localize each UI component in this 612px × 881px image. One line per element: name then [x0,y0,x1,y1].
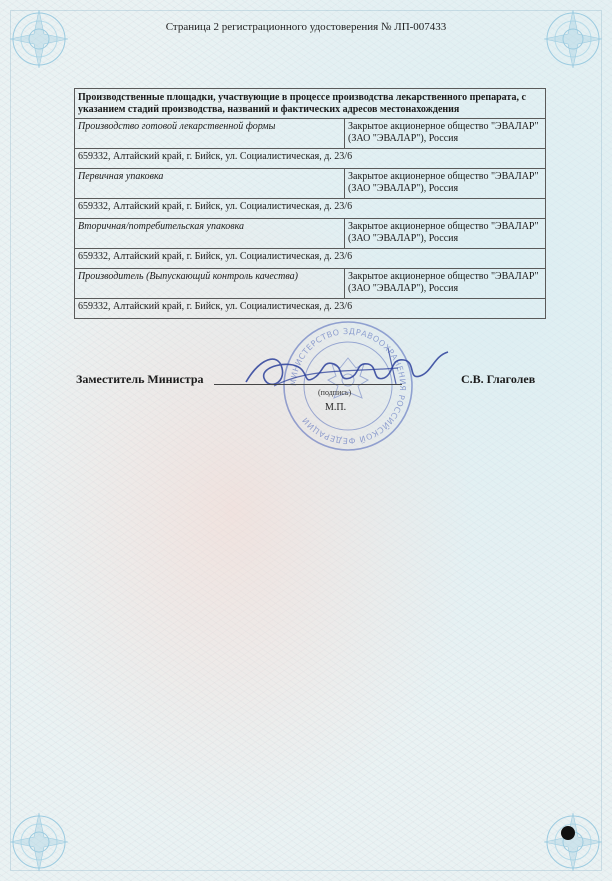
signature-line [214,384,402,385]
table-row [75,299,546,319]
organization-cell: Закрытое акционерное общество "ЭВАЛАР" (ЗАО "ЭВАЛАР"), Россия [345,269,546,299]
signatory-position: Заместитель Министра [76,372,204,386]
stamp-place-label: М.П. [325,402,347,413]
table-row [75,149,546,169]
table-row [75,119,546,149]
corner-ornament-top-right [538,4,608,74]
seal-text: МИНИСТЕРСТВО ЗДРАВООХРАНЕНИЯ РОССИЙСКОЙ ФЕДЕРАЦИИ [288,326,408,446]
table-row [75,249,546,269]
stage-cell: Вторичная/потребительская упаковка [75,219,345,249]
stage-cell: Производитель (Выпускающий контроль качества) [75,269,345,299]
binding-hole [561,826,575,840]
address-cell: 659332, Алтайский край, г. Бийск, ул. Социалистическая, д. 23/6 [75,149,546,169]
stage-cell: Производство готовой лекарственной формы [75,119,345,149]
production-sites-table [74,88,546,319]
table-row [75,219,546,249]
signatory-name: С.В. Глаголев [461,372,536,386]
corner-ornament-bottom-right [538,807,608,877]
table-heading: Производственные площадки, участвующие в процессе производства лекарственного препарата, с указанием стадий производства, названий и фактических адресов местонахождения [75,89,546,119]
organization-cell: Закрытое акционерное общество "ЭВАЛАР" (ЗАО "ЭВАЛАР"), Россия [345,169,546,199]
address-cell: 659332, Алтайский край, г. Бийск, ул. Социалистическая, д. 23/6 [75,299,546,319]
signature-caption: (подпись) [318,388,352,397]
table-row [75,199,546,219]
organization-cell: Закрытое акционерное общество "ЭВАЛАР" (ЗАО "ЭВАЛАР"), Россия [345,119,546,149]
page-header: Страница 2 регистрационного удостоверения № ЛП-007433 [165,21,447,33]
stage-cell: Первичная упаковка [75,169,345,199]
table-row [75,169,546,199]
table-row [75,269,546,299]
address-cell: 659332, Алтайский край, г. Бийск, ул. Социалистическая, д. 23/6 [75,199,546,219]
address-cell: 659332, Алтайский край, г. Бийск, ул. Социалистическая, д. 23/6 [75,249,546,269]
corner-ornament-top-left [4,4,74,74]
organization-cell: Закрытое акционерное общество "ЭВАЛАР" (ЗАО "ЭВАЛАР"), Россия [345,219,546,249]
corner-ornament-bottom-left [4,807,74,877]
